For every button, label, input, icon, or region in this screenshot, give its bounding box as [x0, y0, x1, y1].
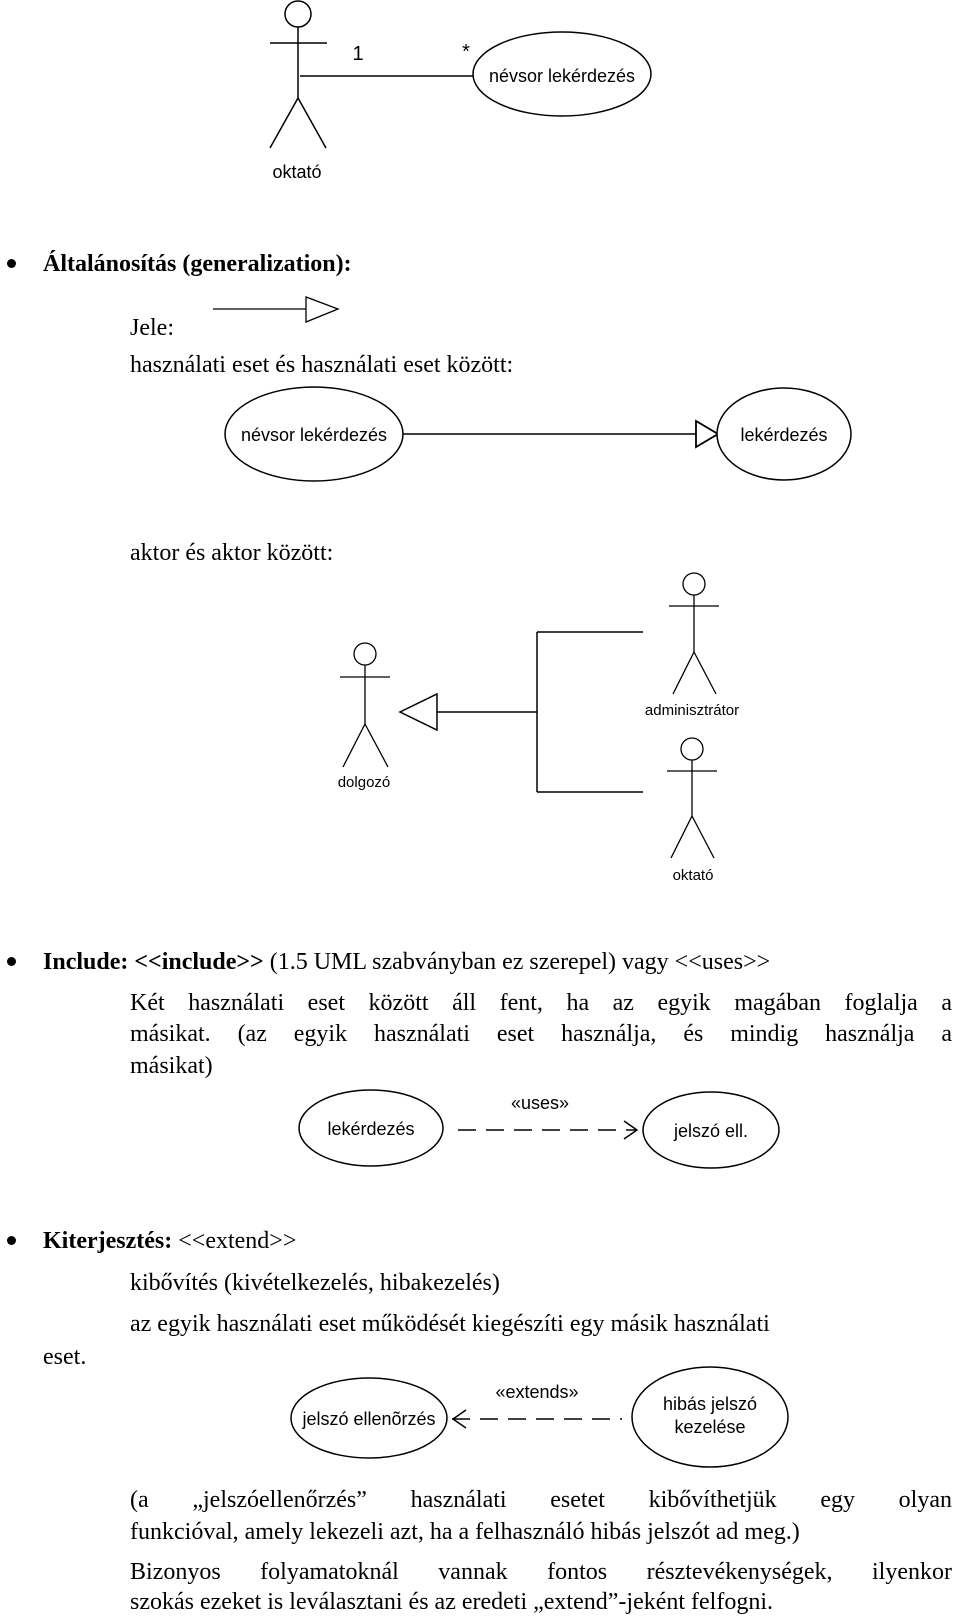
extend-heading-rest: <<extend>> — [172, 1228, 297, 1254]
include-heading — [43, 947, 770, 977]
generalization-usecase-intro: használati eset és használati eset között: — [130, 352, 514, 378]
actor-worker-label: dolgozó — [337, 774, 391, 791]
extend-para1-line2: funkcióval, amely lekezeli azt, ha a felhasználó hibás jelszót ad meg.) — [130, 1519, 800, 1545]
usecase-lekerdezes-inc-label: lekérdezés — [327, 1119, 415, 1139]
top-actor-figure — [270, 1, 327, 148]
multiplicity-many: * — [462, 41, 470, 63]
extend-para1-line1: (a „jelszóellenőrzés” használati esetet kibővíthetjük egy olyan — [130, 1487, 952, 1513]
extend-heading-bold: Kiterjesztés: — [43, 1228, 173, 1254]
generalization-sign-label: Jele: — [130, 315, 174, 341]
usecase-jelszo-ell-label: jelszó ell. — [673, 1121, 749, 1141]
usecase-nevsor-top-label: névsor lekérdezés — [488, 66, 636, 86]
top-actor-label: oktató — [272, 162, 322, 182]
extend-heading — [43, 1226, 296, 1256]
include-para-line2: másikat. (az egyik használati eset használja, és mindig használja a — [130, 1021, 952, 1047]
include-para-line3: másikat) — [130, 1053, 213, 1079]
extend-line1: kibővítés (kivételkezelés, hibakezelés) — [130, 1270, 500, 1296]
include-para-line1: Két használati eset között áll fent, ha az egyik magában foglalja a — [130, 990, 952, 1016]
generalization-heading: Általánosítás (generalization): — [43, 251, 352, 277]
usecase-hibas-jelszo-label-2: kezelése — [674, 1417, 746, 1437]
bullet-extend — [7, 1236, 16, 1245]
actor-admin-label: adminisztrátor — [644, 702, 740, 719]
actor-admin-figure — [669, 573, 719, 694]
include-heading-rest: (1.5 UML szabványban ez szerepel) vagy <<uses>> — [263, 949, 771, 975]
extend-line3: eset. — [43, 1344, 87, 1370]
uses-stereotype: «uses» — [510, 1093, 570, 1113]
generalization-sign-icon — [213, 297, 338, 322]
generalization-actor-intro: aktor és aktor között: — [130, 540, 334, 566]
usecase-hibas-jelszo-label-1: hibás jelszó — [662, 1394, 758, 1414]
actor-worker-figure — [340, 643, 390, 767]
usecase-lekerdezes-gen-label: lekérdezés — [740, 425, 828, 445]
usecase-nevsor-gen-label: névsor lekérdezés — [240, 425, 388, 445]
actor-generalization-connector — [437, 632, 643, 792]
extend-para2-line1: Bizonyos folyamatoknál vannak fontos résztevékenységek, ilyenkor — [130, 1559, 952, 1585]
usecase-jelszo-ellenorzes-label: jelszó ellenõrzés — [302, 1409, 436, 1429]
bullet-generalization — [7, 259, 16, 268]
include-heading-bold: Include: <<include>> — [43, 949, 264, 975]
bullet-include — [7, 957, 16, 966]
actor-teacher-figure — [667, 738, 717, 858]
extend-para2-line2: szokás ezeket is leválasztani és az eredeti „extend”-jeként felfogni. — [130, 1589, 774, 1615]
actor-teacher-label: oktató — [672, 867, 714, 884]
multiplicity-one: 1 — [352, 43, 364, 65]
generalization-arrowhead-icon — [696, 421, 718, 447]
extend-line2: az egyik használati eset működését kiegészíti egy másik használati — [130, 1311, 770, 1337]
actor-generalization-arrowhead-icon — [400, 694, 437, 730]
extends-stereotype: «extends» — [495, 1382, 579, 1402]
